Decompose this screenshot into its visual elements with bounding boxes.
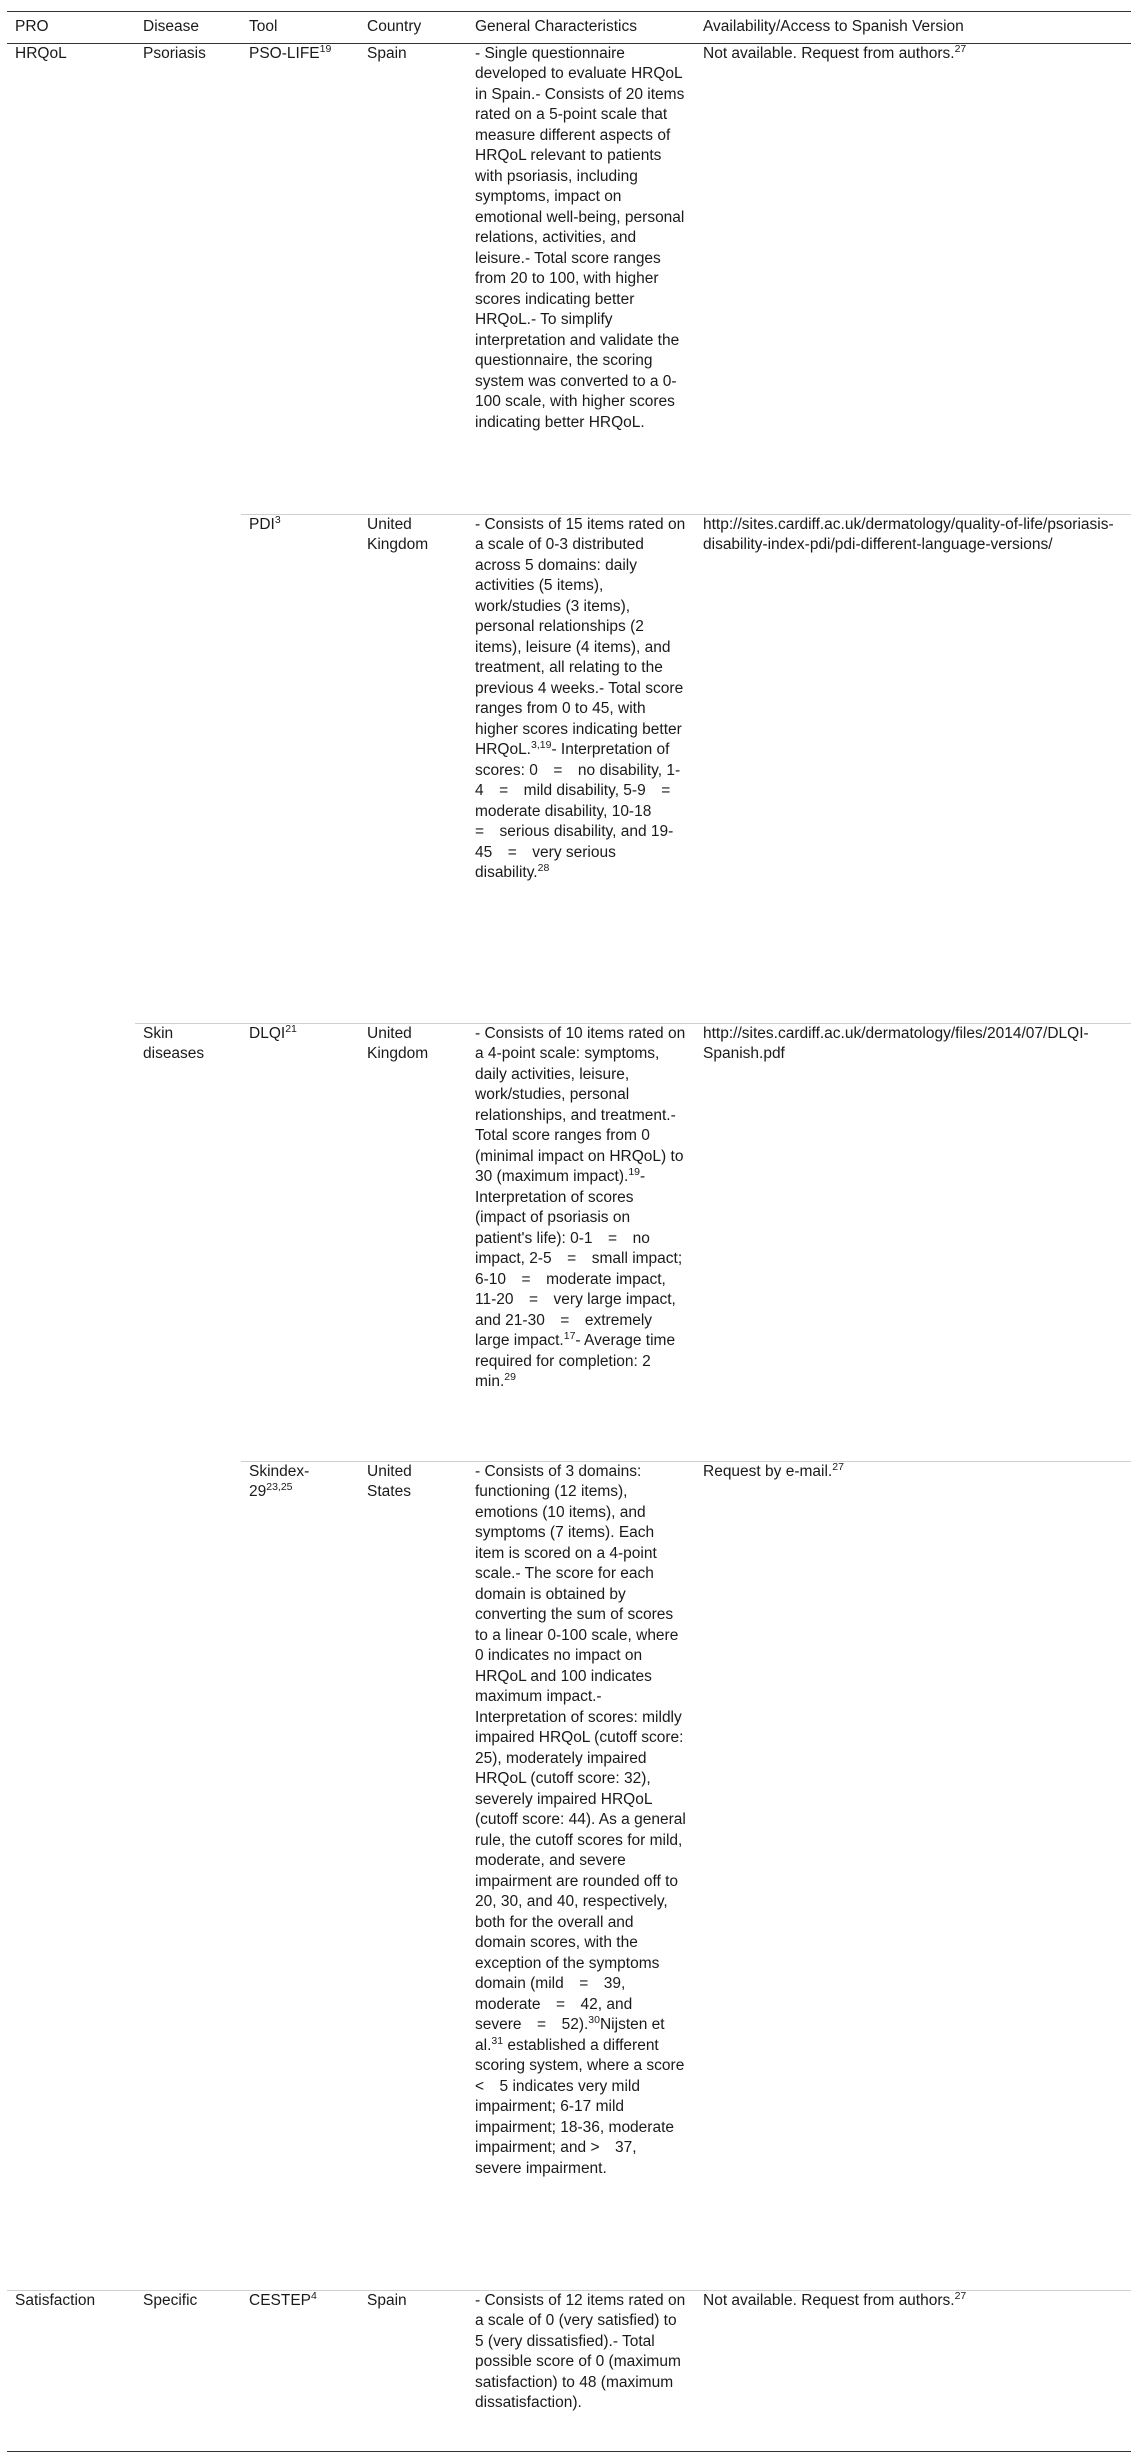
cell-tool: CESTEP$^4$ xyxy=(241,2290,359,2451)
cell-disease: Specific xyxy=(135,2290,241,2451)
cell-characteristics: - Consists of 3 domains: functioning (12 items), emotions (10 items), and symptoms (7 items). Each item is scored on a 4-point scale.- The score for each domain is obtained by converting the sum of scores to a linear 0-100 scale, where 0 indicates no impact on HRQoL and 100 indicates maximum impact.- Interpretation of scores: mildly impaired HRQoL (cutoff score: 25), moderately impaired HRQoL (cutoff score: 32), severely impaired HRQoL (cutoff score: 44). As a general rule, the cutoff scores for mild, moderate, and severe impairment are rounded off to 20, 30, and 40, respectively, both for the overall and domain scores, with the exception of the symptoms domain (mild = 39, moderate = 42, and severe = 52).$^{30}$Nijsten et al.$^{31}$ established a different scoring system, where a score < 5 indicates very mild impairment; 6-17 mild impairment; 18-36, moderate impairment; and > 37, severe impairment. xyxy=(467,1461,695,2290)
table-row xyxy=(7,2290,1131,2451)
cell-pro xyxy=(7,1023,135,1461)
cell-availability xyxy=(695,514,1131,1023)
cell-availability: Request by e-mail.$^{27}$ xyxy=(695,1461,1131,2290)
cell-disease xyxy=(135,514,241,1023)
cell-availability: Not available. Request from authors.$^{27}$ xyxy=(695,2290,1131,2451)
reference-superscript: 27 xyxy=(954,42,967,55)
cell-pro: HRQoL xyxy=(15,44,67,62)
header-availability: Availability/Access to Spanish Version xyxy=(695,12,1131,44)
cell-characteristics: - Consists of 10 items rated on a 4-point scale: symptoms, daily activities, leisure, work/studies, personal relationships, and treatment.- Total score ranges from 0 (minimal impact on HRQoL) to 30 (maximum impact).$^{19}$- Interpretation of scores (impact of psoriasis on patient's life): 0-1 = no impact, 2-5 = small impact; 6-10 = moderate impact, 11-20 = very large impact, and 21-30 = extremely large impact.$^{17}$- Average time required for completion: 2 min.$^{29}$ xyxy=(467,1023,695,1461)
table-row xyxy=(7,1461,1131,2290)
cell-characteristics: - Single questionnaire developed to evaluate HRQoL in Spain.- Consists of 20 items rated on a 5-point scale that measure different aspects of HRQoL relevant to patients with psoriasis, including symptoms, impact on emotional well-being, personal relations, activities, and leisure.- Total score ranges from 20 to 100, with higher scores indicating better HRQoL.- To simplify interpretation and validate the questionnaire, the scoring system was converted to a 0-100 scale, with higher scores indicating better HRQoL. xyxy=(467,43,695,514)
header-disease: Disease xyxy=(135,12,241,44)
header-characteristics: General Characteristics xyxy=(467,12,695,44)
cell-country: United States xyxy=(359,1461,467,2290)
header-tool: Tool xyxy=(241,12,359,44)
cell-country: United Kingdom xyxy=(359,514,467,1023)
reference-superscript: 27 xyxy=(954,2289,967,2302)
cell-availability: Not available. Request from authors.$^{27}$ xyxy=(695,43,1131,514)
cell-country: Spain xyxy=(359,2290,467,2451)
reference-superscript: 31 xyxy=(491,2034,504,2047)
cell-characteristics: - Consists of 12 items rated on a scale of 0 (very satisfied) to 5 (very dissatisfied).- Total possible score of 0 (maximum satisfaction) to 48 (maximum dissatisfaction). xyxy=(467,2290,695,2451)
cell-disease: Skin diseases xyxy=(143,1024,205,1062)
cell-pro xyxy=(7,514,135,1023)
dlqi-url: http://sites.cardiff.ac.uk/dermatology/files/2014/07/DLQI-Spanish.pdf xyxy=(703,1024,1089,1062)
header-pro: PRO xyxy=(7,12,135,44)
cell-disease xyxy=(135,1461,241,2290)
reference-superscript: 28 xyxy=(537,861,550,874)
reference-superscript: 19 xyxy=(628,1165,640,1178)
reference-superscript: 4 xyxy=(311,2289,317,2302)
cell-tool: PDI$^3$ xyxy=(241,514,359,1023)
cell-pro: Satisfaction xyxy=(7,2290,135,2451)
cell-country: United Kingdom xyxy=(359,1023,467,1461)
table-row xyxy=(7,1023,1131,1461)
psoriasis-pro-table xyxy=(7,11,1131,2452)
reference-superscript: 21 xyxy=(285,1022,297,1035)
reference-superscript: 3 xyxy=(274,513,281,526)
header-country: Country xyxy=(359,12,467,44)
cell-tool: PSO-LIFE$^{19}$ xyxy=(241,43,359,514)
reference-superscript: 29 xyxy=(504,1370,516,1383)
table-row xyxy=(7,43,1131,514)
reference-superscript: 30 xyxy=(588,2013,600,2026)
table-row xyxy=(7,514,1131,1023)
cell-country: Spain xyxy=(359,43,467,514)
cell-tool: Skindex-29$^{23,25}$ xyxy=(241,1461,359,2290)
table-header-row xyxy=(7,12,1131,44)
reference-superscript: 3,19 xyxy=(531,738,552,751)
reference-superscript: 19 xyxy=(319,42,332,55)
pdi-url: http://sites.cardiff.ac.uk/dermatology/quality-of-life/psoriasis-disability-index-pdi/pdi-different-language-versions/ xyxy=(703,515,1114,553)
cell-characteristics: - Consists of 15 items rated on a scale of 0-3 distributed across 5 domains: daily activities (5 items), work/studies (3 items), personal relationships (2 items), leisure (4 items), and treatment, all relating to the previous 4 weeks.- Total score ranges from 0 to 45, with higher scores indicating better HRQoL.$^{3,19}$- Interpretation of scores: 0 = no disability, 1-4 = mild disability, 5-9 = moderate disability, 10-18 = serious disability, and 19-45 = very serious disability.$^{28}$ xyxy=(467,514,695,1023)
cell-availability xyxy=(695,1023,1131,1461)
reference-superscript: 27 xyxy=(832,1460,844,1473)
cell-pro xyxy=(7,1461,135,2290)
cell-disease: Psoriasis xyxy=(143,44,206,62)
reference-superscript: 17 xyxy=(563,1329,576,1342)
reference-superscript: 23,25 xyxy=(266,1480,293,1493)
cell-tool: DLQI$^{21}$ xyxy=(241,1023,359,1461)
